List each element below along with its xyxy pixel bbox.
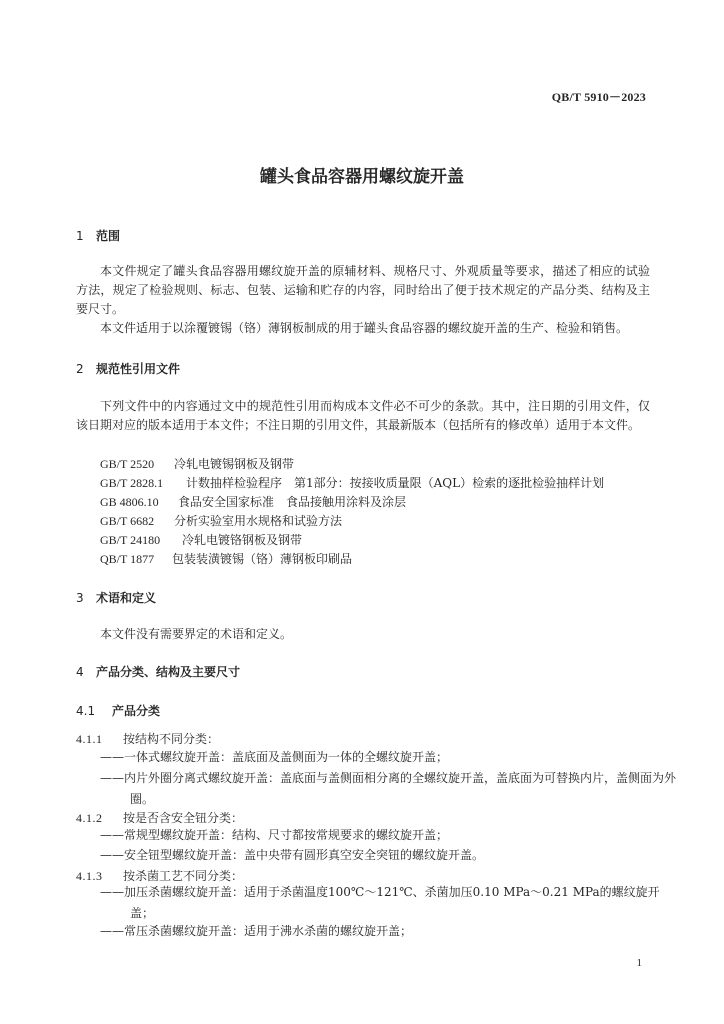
- reference-item: [100, 474, 604, 491]
- section-number: 3: [76, 591, 84, 605]
- section-title: 产品分类: [112, 704, 161, 718]
- standard-code: QB/T 5910－2023: [551, 90, 646, 104]
- reference-title: 包装装潢镀锡（铬）薄钢板印刷品: [172, 552, 353, 566]
- reference-item: [100, 493, 406, 510]
- reference-title: 冷轧电镀铬钢板及钢带: [182, 533, 303, 547]
- section-number: 1: [76, 229, 84, 243]
- clause-text: 按是否含安全钮分类：: [123, 811, 244, 825]
- section-heading-scope: [76, 227, 120, 244]
- clause-text: 按结构不同分类：: [123, 732, 220, 746]
- classification-list-item: ——一体式螺纹旋开盖：盖底面及盖侧面为一体的全螺纹旋开盖；: [100, 750, 449, 764]
- reference-title: 分析实验室用水规格和试验方法: [174, 514, 343, 528]
- clause-4-1-2: [76, 809, 243, 826]
- section-heading-normative-references: [76, 360, 180, 377]
- classification-list-item: ——常压杀菌螺纹旋开盖：适用于沸水杀菌的螺纹旋开盖；: [100, 924, 413, 938]
- page-number: 1: [636, 957, 642, 969]
- reference-code: GB/T 2520: [100, 457, 155, 471]
- section-heading-terms: [76, 589, 156, 606]
- reference-title: 计数抽样检验程序 第1部分：按接收质量限（AQL）检索的逐批检验抽样计划: [186, 476, 605, 490]
- section-number: 4.1: [76, 704, 96, 718]
- reference-title: 食品安全国家标准 食品接触用涂料及涂层: [178, 495, 407, 509]
- clause-4-1-1: [76, 730, 219, 747]
- scope-paragraph-2: 本文件适用于以涂覆镀锡（铬）薄钢板制成的用于罐头食品容器的螺纹旋开盖的生产、检验和销售。: [100, 321, 629, 335]
- reference-item: [100, 531, 302, 548]
- reference-item: [100, 512, 342, 529]
- section-title: 规范性引用文件: [96, 362, 181, 376]
- terms-paragraph: 本文件没有需要界定的术语和定义。: [100, 627, 293, 641]
- reference-code: QB/T 1877: [100, 552, 155, 566]
- subsection-heading-product-classification: [76, 702, 160, 719]
- section-number: 2: [76, 362, 84, 376]
- classification-list-item: ——内片外圈分离式螺纹旋开盖：盖底面与盖侧面相分离的全螺纹旋开盖，盖底面为可替换内片，盖侧面为外圈。: [100, 771, 677, 806]
- reference-code: GB 4806.10: [100, 495, 159, 509]
- clause-number: 4.1.2: [76, 811, 103, 825]
- reference-code: GB/T 6682: [100, 514, 155, 528]
- section-number: 4: [76, 665, 84, 679]
- classification-list-item: ——加压杀菌螺纹旋开盖：适用于杀菌温度100℃～121℃、杀菌加压0.10 MPa～0.21 MPa的螺纹旋开盖；: [100, 885, 660, 920]
- classification-list-item: ——常规型螺纹旋开盖：结构、尺寸都按常规要求的螺纹旋开盖；: [100, 828, 449, 842]
- scope-paragraph-1: 本文件规定了罐头食品容器用螺纹旋开盖的原辅材料、规格尺寸、外观质量等要求，描述了相应的试验方法，规定了检验规则、标志、包装、运输和贮存的内容，同时给出了便于技术规定的产品分类、结构及主要尺寸。: [76, 264, 650, 316]
- reference-title: 冷轧电镀锡钢板及钢带: [174, 457, 295, 471]
- document-title: 罐头食品容器用螺纹旋开盖: [260, 167, 464, 187]
- section-title: 术语和定义: [96, 591, 157, 605]
- classification-list-item: ——安全钮型螺纹旋开盖：盖中央带有圆形真空安全突钮的螺纹旋开盖。: [100, 848, 485, 862]
- normative-references-intro: 下列文件中的内容通过文中的规范性引用而构成本文件必不可少的条款。其中，注日期的引用文件，仅该日期对应的版本适用于本文件；不注日期的引用文件，其最新版本（包括所有的修改单）适用于本文件。: [76, 399, 650, 432]
- clause-number: 4.1.1: [76, 732, 103, 746]
- reference-item: [100, 550, 352, 567]
- section-title: 产品分类、结构及主要尺寸: [96, 665, 241, 679]
- section-heading-classification: [76, 663, 240, 680]
- reference-code: GB/T 24180: [100, 533, 161, 547]
- clause-number: 4.1.3: [76, 869, 103, 883]
- reference-item: [100, 455, 294, 472]
- clause-text: 按杀菌工艺不同分类：: [123, 869, 244, 883]
- reference-code: GB/T 2828.1: [100, 476, 164, 490]
- section-title: 范围: [96, 229, 121, 243]
